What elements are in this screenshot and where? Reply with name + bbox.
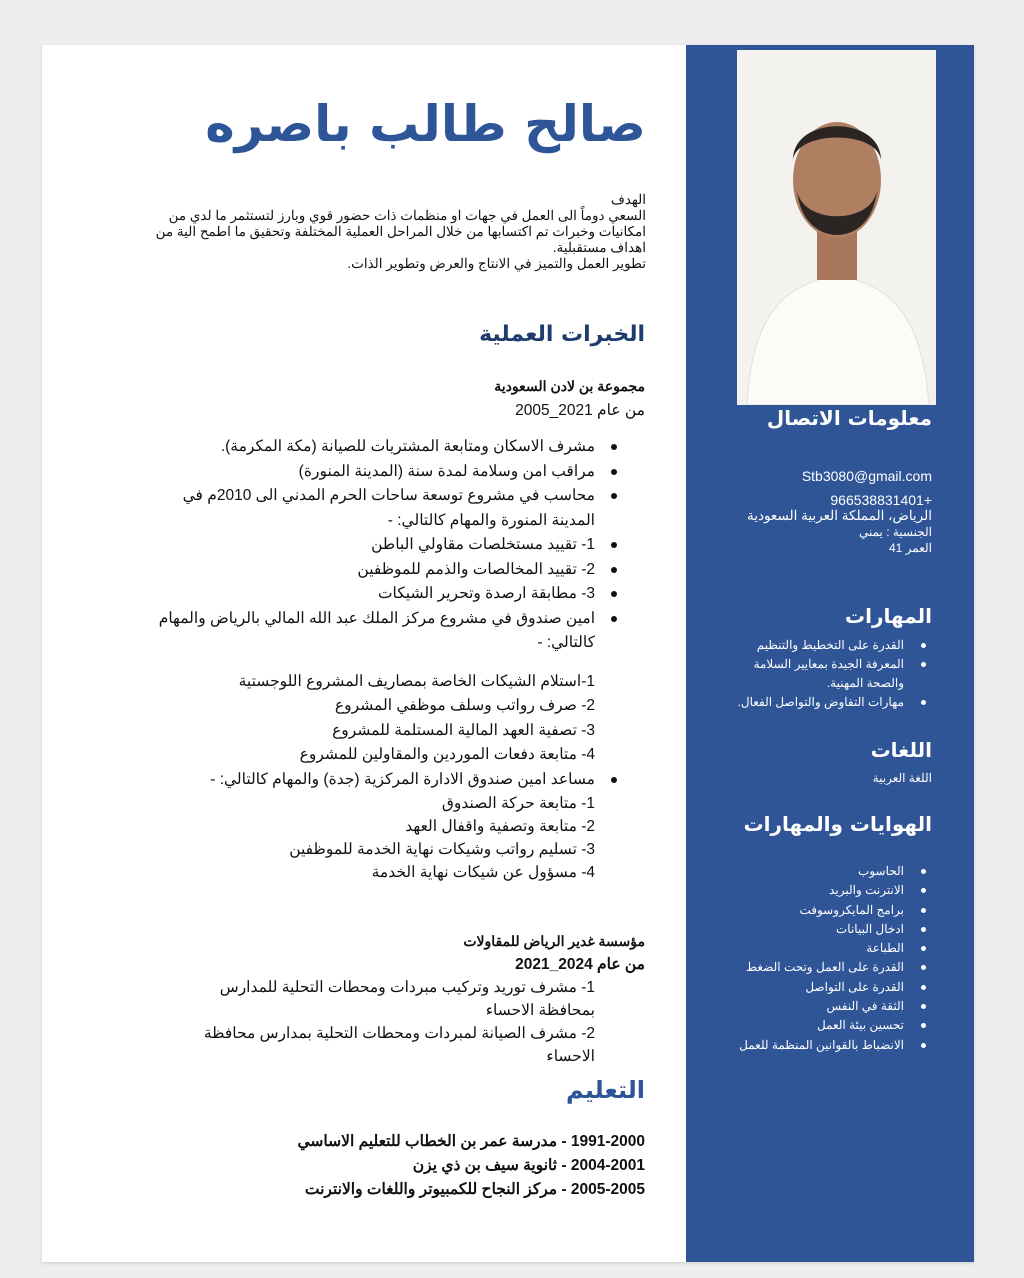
- contact-section: [692, 406, 932, 556]
- list-item: الانترنت والبريد: [672, 881, 904, 900]
- list-item: 2- تقييد المخالصات والذمم للموظفين: [135, 558, 595, 583]
- list-item: 1991-2000 - مدرسة عمر بن الخطاب للتعليم الاساسي: [297, 1133, 645, 1150]
- languages-section: [692, 738, 932, 786]
- job-binladin: [135, 374, 645, 884]
- nationality: الجنسية : يمني: [858, 525, 932, 539]
- list-item: مهارات التفاوض والتواصل الفعال.: [692, 693, 904, 712]
- job-period: من عام 2021_2005: [515, 401, 645, 419]
- list-item: 2- مشرف الصيانة لمبردات ومحطات التحلية بمدارس محافظة الاحساء: [203, 1025, 595, 1065]
- list-item: القدرة على التخطيط والتنظيم: [692, 636, 904, 655]
- list-item: الحاسوب: [672, 862, 904, 881]
- list-item: الثقة في النفس: [672, 997, 904, 1016]
- phone: +966538831401: [830, 492, 932, 508]
- list-item: الانضباط بالقوانين المنظمة للعمل: [672, 1036, 904, 1055]
- age: العمر 41: [888, 541, 932, 555]
- list-item: 2005-2005 - مركز النجاح للكمبيوتر واللغات والانترنت: [304, 1181, 645, 1198]
- list-item: القدرة على العمل وتحت الضغط: [672, 958, 904, 977]
- company-name: مجموعة بن لادن السعودية: [494, 378, 645, 394]
- education-heading: التعليم: [566, 1076, 645, 1104]
- list-item: مشرف الاسكان ومتابعة المشتريات للصيانة (مكة المكرمة).: [135, 435, 595, 460]
- full-name: صالح طالب باصره: [205, 95, 646, 153]
- list-item: ادخال البيانات: [672, 920, 904, 939]
- job-period: من عام 2024_2021: [515, 956, 645, 973]
- list-item: 2- صرف رواتب وسلف موظفي المشروع: [334, 697, 595, 714]
- hobbies-section: [672, 812, 932, 1055]
- list-item: امين صندوق في مشروع مركز الملك عبد الله المالي بالرياض والمهام كالتالي: -: [135, 607, 595, 656]
- languages-heading: اللغات: [870, 738, 932, 762]
- education-list: [298, 1130, 646, 1202]
- list-item: 2- متابعة وتصفية واقفال العهد: [405, 818, 595, 835]
- list-item: الطباعة: [672, 939, 904, 958]
- list-item: 4- مسؤول عن شيكات نهاية الخدمة: [371, 864, 595, 881]
- list-item: مساعد امين صندوق الادارة المركزية (جدة) والمهام كالتالي: -: [135, 768, 595, 793]
- list-item: 1- متابعة حركة الصندوق: [441, 795, 595, 812]
- objective-heading: الهدف: [610, 192, 646, 207]
- list-item: 1- تقييد مستخلصات مقاولي الباطن: [135, 533, 595, 558]
- company-name: مؤسسة غدير الرياض للمقاولات: [463, 933, 645, 949]
- list-item: تحسين بيئة العمل: [672, 1016, 904, 1035]
- hobbies-heading: الهوايات والمهارات: [743, 812, 932, 836]
- list-item: مراقب امن وسلامة لمدة سنة (المدينة المنورة): [135, 460, 595, 485]
- list-item: 1- مشرف توريد وتركيب مبردات ومحطات التحلية للمدارس بمحافظة الاحساء: [219, 979, 595, 1019]
- list-item: محاسب في مشروع توسعة ساحات الحرم المدني الى 2010م في المدينة المنورة والمهام كالتالي: -: [135, 484, 595, 533]
- email[interactable]: Stb3080@gmail.com: [801, 468, 932, 484]
- experience-heading: الخبرات العملية: [479, 322, 645, 347]
- objective-text-2: تطوير العمل والتميز في الانتاج والعرض وتطوير الذات.: [347, 256, 646, 271]
- location: الرياض، المملكة العربية السعودية: [746, 508, 932, 523]
- list-item: 3- تصفية العهد المالية المستلمة للمشروع: [332, 721, 595, 739]
- objective-section: [146, 192, 646, 272]
- skills-heading: المهارات: [845, 604, 932, 628]
- objective-text: السعي دوماً الى العمل في جهات او منظمات ذات حضور قوي وبارز لتستثمر ما لدي من امكانيات وخبرات تم اكتسابها من خلال المراحل العملية المختلفة وتحقيق ما اطمح الية من اهداف مستقبلية.: [155, 208, 646, 255]
- profile-photo: [737, 50, 936, 405]
- list-item: 3- تسليم رواتب وشيكات نهاية الخدمة للموظفين: [289, 841, 595, 858]
- list-item: برامج المايكروسوفت: [672, 901, 904, 920]
- language-item: اللغة العربية: [872, 771, 932, 785]
- list-item: 3- مطابقة ارصدة وتحرير الشيكات: [135, 582, 595, 607]
- contact-heading: معلومات الاتصال: [766, 406, 932, 430]
- list-item: 1-استلام الشيكات الخاصة بمصاريف المشروع اللوجستية: [238, 672, 595, 690]
- list-item: المعرفة الجيدة بمعايير السلامة والصحة المهنية.: [749, 655, 904, 693]
- list-item: 2004-2001 - ثانوية سيف بن ذي يزن: [412, 1157, 645, 1174]
- skills-section: [692, 604, 932, 712]
- job-ghadeer: [175, 930, 645, 1068]
- list-item: 4- متابعة دفعات الموردين والمقاولين للمشروع: [299, 746, 595, 763]
- list-item: القدرة على التواصل: [672, 978, 904, 997]
